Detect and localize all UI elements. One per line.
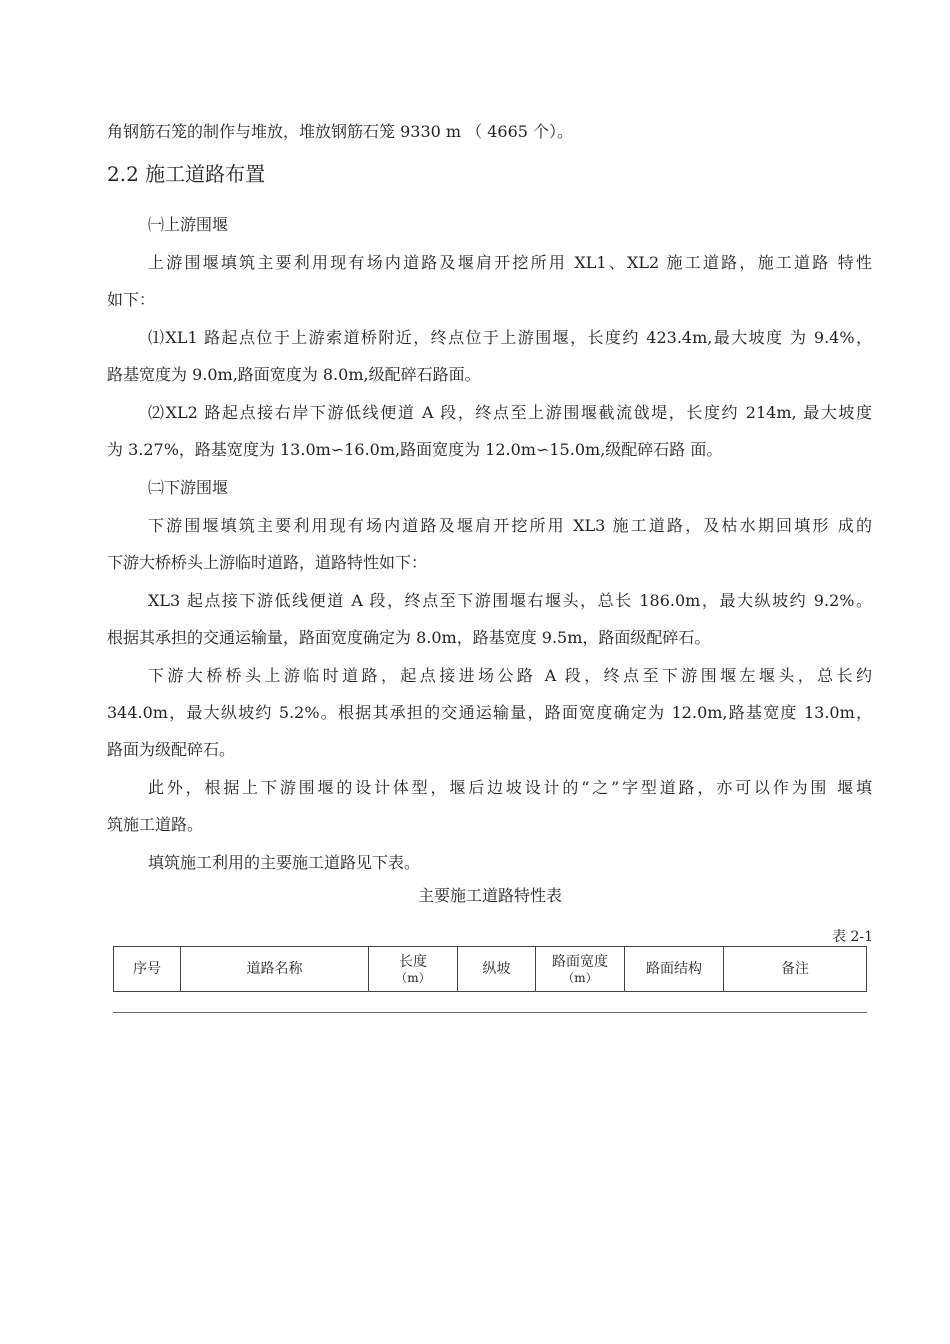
header-remark: 备注: [724, 947, 867, 992]
paragraph-table-intro: 填筑施工利用的主要施工道路见下表。: [148, 853, 421, 872]
paragraph-xl1-line1: ⑴XL1 路起点位于上游索道桥附近，终点位于上游围堰，长度约 423.4m,最大坡度 为 9.4%，: [148, 328, 872, 347]
subsection-upstream-cofferdam: ㈠上游围堰: [148, 215, 229, 234]
header-slope: 纵坡: [458, 947, 536, 992]
header-structure: 路面结构: [625, 947, 724, 992]
header-width-unit: （m）: [562, 971, 598, 985]
paragraph-xl2-line2: 为 3.27%，路基宽度为 13.0m∽16.0m,路面宽度为 12.0m∽15.0m,级配碎石路 面。: [107, 440, 723, 459]
paragraph-zigzag-line2: 筑施工道路。: [107, 815, 204, 834]
paragraph-bridge-road-line1: 下游大桥桥头上游临时道路，起点接进场公路 A 段，终点至下游围堰左堰头，总长约: [148, 666, 872, 685]
paragraph-xl1-line2: 路基宽度为 9.0m,路面宽度为 8.0m,级配碎石路面。: [107, 365, 481, 384]
paragraph-bridge-road-line3: 路面为级配碎石。: [107, 740, 236, 759]
table-bottom-rule: [113, 1012, 867, 1013]
header-width: [536, 947, 625, 992]
paragraph-upstream-line2: 如下：: [107, 290, 156, 309]
paragraph-upstream-line1: 上游围堰填筑主要利用现有场内道路及堰肩开挖所用 XL1、XL2 施工道路，施工道路 特性: [148, 253, 872, 272]
paragraph-continuation: 角钢筋石笼的制作与堆放，堆放钢筋石笼 9330 m （ 4665 个）。: [107, 122, 574, 141]
header-length: [369, 947, 458, 992]
paragraph-bridge-road-line2: 344.0m，最大纵坡约 5.2%。根据其承担的交通运输量，路面宽度确定为 12.0m,路基宽度 13.0m，: [107, 703, 872, 722]
table-number: 表 2-1: [832, 929, 873, 945]
paragraph-xl2-line1: ⑵XL2 路起点接右岸下游低线便道 A 段，终点至上游围堰截流戗堤，长度约 214m, 最大坡度: [148, 403, 872, 422]
paragraph-xl3-line2: 根据其承担的交通运输量，路面宽度确定为 8.0m，路基宽度 9.5m，路面级配碎石。: [107, 628, 711, 647]
paragraph-downstream-line2: 下游大桥桥头上游临时道路，道路特性如下：: [107, 553, 428, 572]
paragraph-xl3-line1: XL3 起点接下游低线便道 A 段，终点至下游围堰右堰头，总长 186.0m，最大纵坡约 9.2%。: [148, 591, 872, 610]
table-header-row: [114, 947, 867, 992]
subsection-downstream-cofferdam: ㈡下游围堰: [148, 478, 229, 497]
table-caption: 主要施工道路特性表: [417, 886, 562, 905]
header-length-unit: （m）: [395, 971, 431, 985]
paragraph-zigzag-line1: 此外，根据上下游围堰的设计体型，堰后边坡设计的“之”字型道路，亦可以作为围 堰填: [148, 778, 872, 797]
header-width-label: 路面宽度: [552, 954, 608, 970]
header-length-label: 长度: [399, 954, 427, 970]
header-road-name: 道路名称: [181, 947, 369, 992]
road-characteristics-table: [113, 946, 867, 992]
header-seq: 序号: [114, 947, 181, 992]
paragraph-downstream-line1: 下游围堰填筑主要利用现有场内道路及堰肩开挖所用 XL3 施工道路，及枯水期回填形 成的: [148, 516, 872, 535]
section-heading: 2.2 施工道路布置: [107, 162, 266, 186]
